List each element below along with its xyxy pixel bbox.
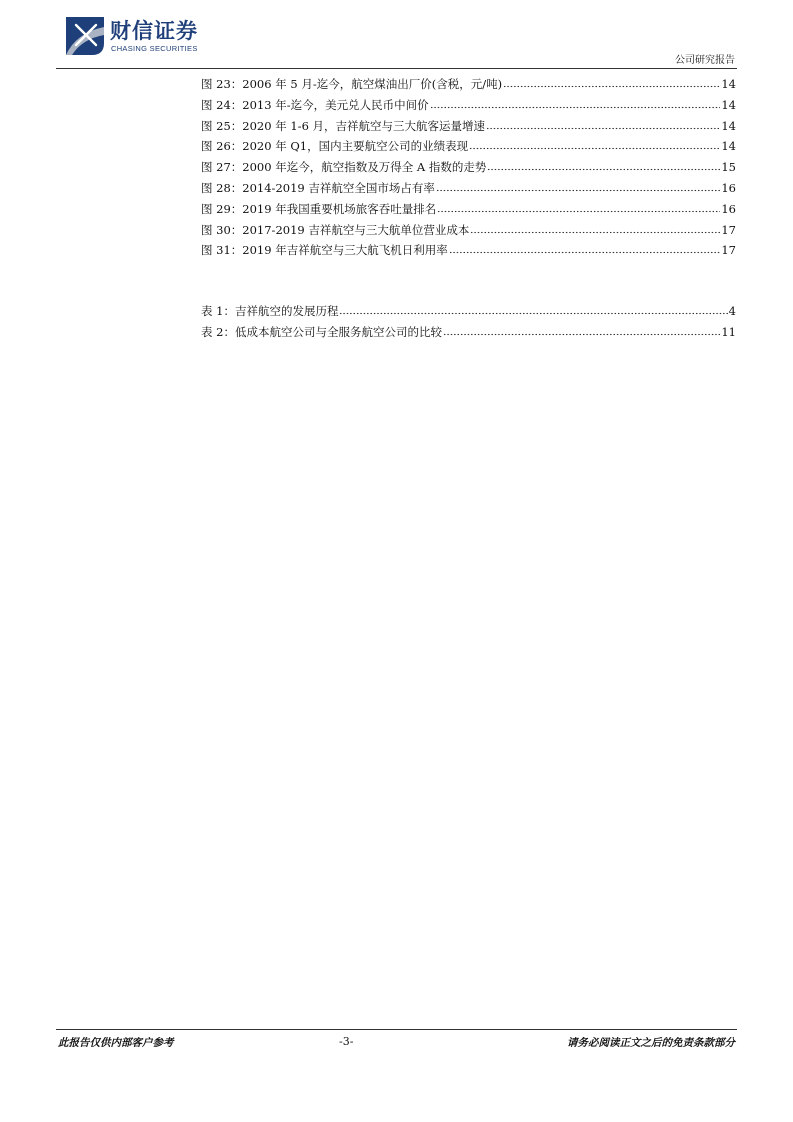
dot-leader bbox=[449, 241, 721, 254]
figure-entry[interactable] bbox=[201, 178, 736, 199]
footer-disclaimer-right: 请务必阅读正文之后的免责条款部分 bbox=[567, 1037, 735, 1049]
table-entry-page: 4 bbox=[728, 304, 736, 318]
dot-leader bbox=[487, 158, 720, 171]
figure-entry-title: 图 23：2006 年 5 月-迄今，航空煤油出厂价(含税，元/吨) bbox=[201, 77, 503, 91]
dot-leader bbox=[339, 302, 727, 315]
table-entry-title: 表 1：吉祥航空的发展历程 bbox=[201, 304, 339, 318]
figure-entry-title: 图 24：2013 年-迄今，美元兑人民币中间价 bbox=[201, 97, 429, 112]
figure-entry-title: 图 26：2020 年 Q1，国内主要航空公司的业绩表现 bbox=[201, 139, 469, 154]
header-divider bbox=[56, 68, 737, 69]
figure-entry[interactable] bbox=[201, 95, 736, 116]
figure-entry[interactable] bbox=[201, 220, 736, 241]
figure-entry-title: 图 27：2000 年迄今，航空指数及万得全 A 指数的走势 bbox=[201, 160, 487, 175]
figure-entry-title: 图 30：2017-2019 吉祥航空与三大航单位营业成本 bbox=[201, 222, 470, 237]
brand-name-en: CHASING SECURITIES bbox=[111, 44, 198, 53]
figure-entry[interactable] bbox=[201, 116, 736, 137]
brand-name-cn: 财信证券 bbox=[110, 19, 198, 43]
figure-entry-title: 图 31：2019 年吉祥航空与三大航飞机日利用率 bbox=[201, 243, 448, 258]
figure-entry-page: 17 bbox=[721, 243, 736, 258]
dot-leader bbox=[470, 221, 720, 234]
figure-entry-page: 14 bbox=[721, 118, 736, 133]
table-toc-list bbox=[201, 301, 736, 343]
dot-leader bbox=[486, 117, 720, 130]
footer-divider bbox=[56, 1029, 737, 1030]
dot-leader bbox=[503, 75, 720, 88]
table-entry-title: 表 2：低成本航空公司与全服务航空公司的比较 bbox=[201, 324, 442, 339]
dot-leader bbox=[469, 137, 720, 150]
figure-entry-title: 图 29：2019 年我国重要机场旅客吞吐量排名 bbox=[201, 201, 437, 216]
figure-entry-page: 14 bbox=[721, 97, 736, 112]
table-entry-page: 11 bbox=[721, 324, 736, 339]
company-logo bbox=[62, 13, 242, 59]
dot-leader bbox=[437, 200, 720, 213]
figure-entry-page: 17 bbox=[721, 222, 736, 237]
figure-entry[interactable] bbox=[201, 157, 736, 178]
table-entry[interactable] bbox=[201, 322, 736, 343]
figure-entry[interactable] bbox=[201, 74, 736, 95]
figure-entry-page: 14 bbox=[721, 139, 736, 154]
figure-entry-page: 16 bbox=[721, 201, 736, 216]
dot-leader bbox=[436, 179, 720, 192]
figure-entry-page: 14 bbox=[721, 77, 736, 91]
figure-entry[interactable] bbox=[201, 240, 736, 261]
report-type-label: 公司研究报告 bbox=[675, 55, 735, 66]
figure-entry-page: 15 bbox=[721, 160, 736, 175]
table-entry[interactable] bbox=[201, 301, 736, 322]
figure-entry-title: 图 25：2020 年 1-6 月，吉祥航空与三大航客运量增速 bbox=[201, 118, 486, 133]
figure-entry[interactable] bbox=[201, 136, 736, 157]
footer-disclaimer-left: 此报告仅供内部客户参考 bbox=[58, 1037, 174, 1049]
figure-entry-title: 图 28：2014-2019 吉祥航空全国市场占有率 bbox=[201, 180, 435, 195]
figure-entry-page: 16 bbox=[721, 180, 736, 195]
page-number: -3- bbox=[339, 1035, 354, 1048]
figure-entry[interactable] bbox=[201, 199, 736, 220]
dot-leader bbox=[443, 323, 720, 336]
chasing-logo-icon bbox=[62, 13, 108, 59]
dot-leader bbox=[430, 96, 721, 109]
figure-toc-list bbox=[201, 74, 736, 261]
